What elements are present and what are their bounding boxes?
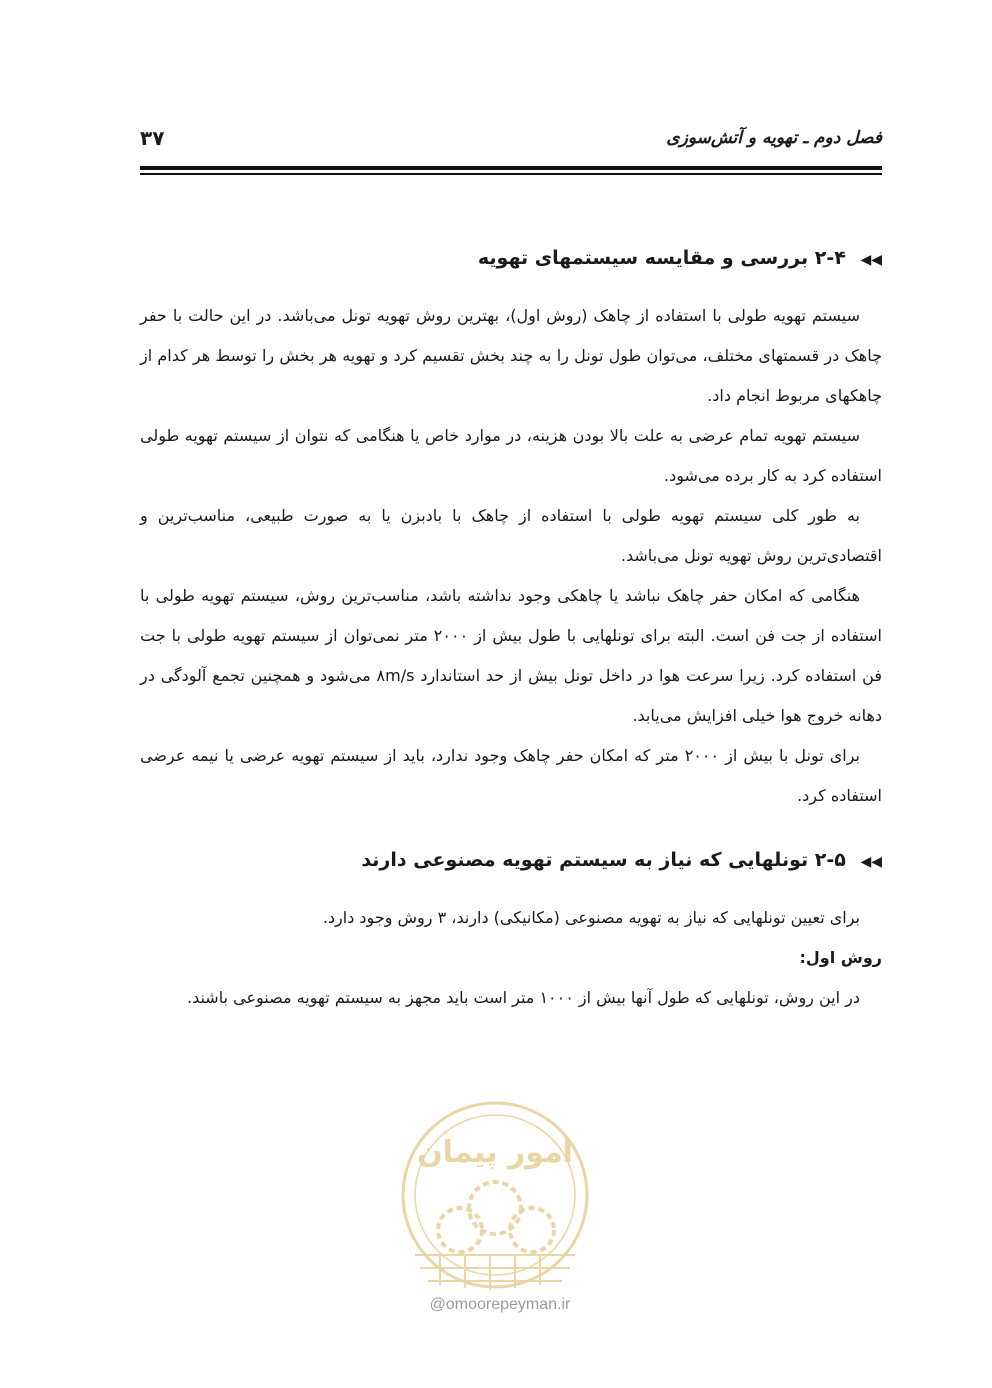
header-rule-thin — [140, 173, 882, 175]
paragraph: سیستم تهویه طولی با استفاده از چاهک (روش اول)، بهترین روش تهویه تونل می‌باشد. در این حالت با حفر چاهک در قسمتهای مختلف، می‌توان طول تونل را به چند بخش تقسیم کرد و تهویه هر بخش را توسط هر کدام از چاهکهای مربوط انجام داد. — [140, 306, 882, 405]
paragraph: برای تعیین تونلهایی که نیاز به تهویه مصنوعی (مکانیکی) دارند، ۳ روش وجود دارد. — [322, 908, 860, 927]
paragraph: به طور کلی سیستم تهویه طولی با استفاده از چاهک با بادبزن یا به صورت طبیعی، مناسب‌ترین و اقتصادی‌ترین روش تهویه تونل می‌باشد. — [140, 506, 882, 565]
paragraph: هنگامی که امکان حفر چاهک نباشد یا چاهکی وجود نداشته باشد، مناسب‌ترین روش، سیستم تهویه طولی با استفاده از جت فن است. البته برای تونلهایی با طول بیش از ۲۰۰۰ متر نمی‌توان از سیستم تهویه طولی با جت فن استفاده کرد. زیرا سرعت هوا در داخل تونل بیش از حد استاندارد ۸m/s می‌شود و همچنین تجمع آلودگی در دهانه خروج هوا خیلی افزایش می‌یابد. — [140, 586, 883, 725]
page-number: ۳۷ — [140, 126, 165, 150]
heading-marker-icon: ◀◀ — [860, 252, 882, 268]
watermark-logo-text: امور پیمان — [417, 1135, 573, 1170]
paragraph: در این روش، تونلهایی که طول آنها بیش از ۱۰۰۰ متر است باید مجهز به سیستم تهویه مصنوعی باشند. — [186, 988, 860, 1007]
heading-marker-icon: ◀◀ — [860, 854, 882, 870]
watermark-logo — [380, 1090, 610, 1320]
chapter-title: فصل دوم ـ تهویه و آتش‌سوزی — [666, 128, 882, 148]
watermark-url — [400, 1296, 600, 1314]
paragraph: برای تونل با بیش از ۲۰۰۰ متر که امکان حفر چاهک وجود ندارد، باید از سیستم تهویه عرضی یا نیمه عرضی استفاده کرد. — [140, 746, 882, 805]
running-header — [140, 122, 882, 162]
paragraph: سیستم تهویه تمام عرضی به علت بالا بودن هزینه، در موارد خاص یا هنگامی که نتوان از سیستم تهویه طولی استفاده کرد به کار برده می‌شود. — [140, 426, 882, 485]
watermark-url-text: omoorepeyman.ir — [445, 1296, 571, 1313]
method-label: روش اول: — [799, 948, 882, 967]
at-icon: @ — [429, 1296, 446, 1313]
section-heading-2-4 — [140, 240, 882, 278]
header-rule-thick — [140, 166, 882, 170]
section-title: ۲-۵ تونلهایی که نیاز به سیستم تهویه مصنوعی دارند — [361, 849, 846, 871]
section-title: ۲-۴ بررسی و مقایسه سیستمهای تهویه — [477, 247, 846, 269]
section-heading-2-5 — [140, 842, 882, 880]
page-body — [140, 240, 882, 1018]
